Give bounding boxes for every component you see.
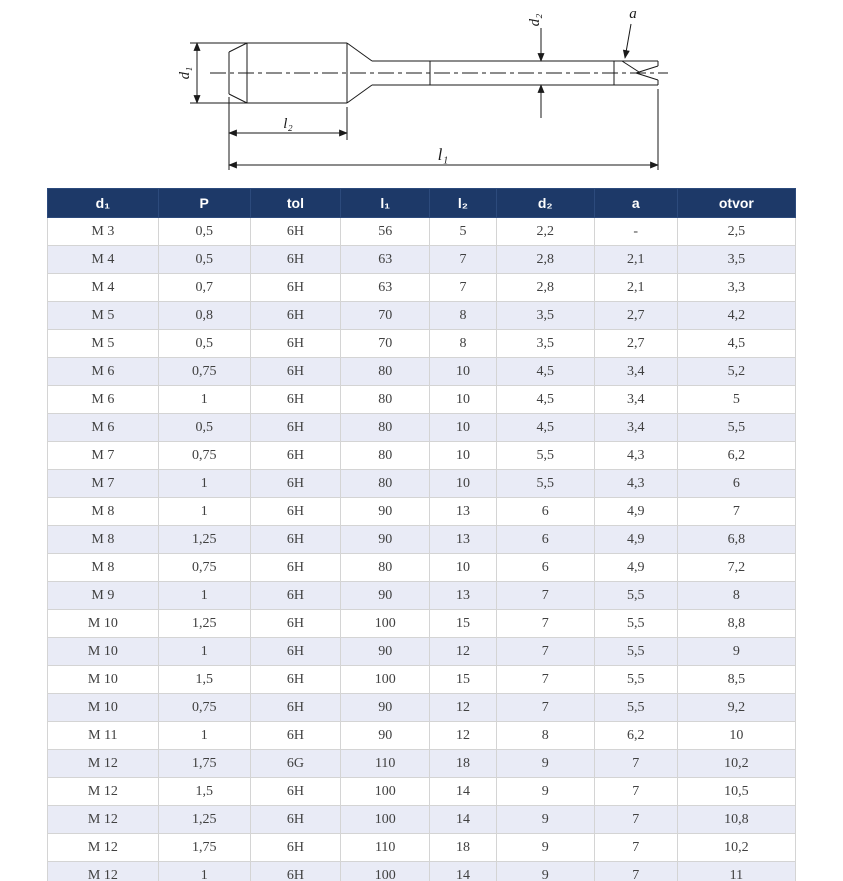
- table-cell: 0,75: [158, 694, 250, 722]
- table-cell: 100: [341, 778, 430, 806]
- table-cell: 6H: [250, 274, 341, 302]
- table-cell: 12: [430, 722, 497, 750]
- table-cell: 9: [677, 638, 795, 666]
- table-cell: M 8: [48, 498, 159, 526]
- table-cell: 6,8: [677, 526, 795, 554]
- table-cell: 5,5: [496, 442, 594, 470]
- table-cell: M 10: [48, 638, 159, 666]
- table-cell: M 10: [48, 694, 159, 722]
- table-cell: 6H: [250, 498, 341, 526]
- table-cell: 2,2: [496, 218, 594, 246]
- table-cell: 100: [341, 862, 430, 881]
- table-cell: M 5: [48, 330, 159, 358]
- header-l1: l₁: [341, 189, 430, 218]
- table-cell: M 8: [48, 554, 159, 582]
- table-cell: 7: [496, 666, 594, 694]
- table-row: [48, 218, 796, 246]
- spec-table-body: [48, 218, 796, 881]
- table-cell: 4,3: [594, 470, 677, 498]
- table-cell: 13: [430, 526, 497, 554]
- table-cell: 6H: [250, 554, 341, 582]
- table-cell: 6: [496, 526, 594, 554]
- table-header-row: [48, 189, 796, 218]
- table-cell: 7: [496, 582, 594, 610]
- table-row: [48, 442, 796, 470]
- table-row: [48, 414, 796, 442]
- table-cell: 6H: [250, 358, 341, 386]
- table-cell: M 10: [48, 610, 159, 638]
- dim-label-l2: l₂: [283, 116, 293, 132]
- dim-l2: [229, 97, 347, 170]
- table-row: [48, 666, 796, 694]
- table-cell: 63: [341, 274, 430, 302]
- table-cell: 6H: [250, 834, 341, 862]
- table-cell: 6H: [250, 386, 341, 414]
- table-cell: 5: [430, 218, 497, 246]
- table-cell: M 5: [48, 302, 159, 330]
- table-cell: 3,4: [594, 358, 677, 386]
- table-cell: 8: [496, 722, 594, 750]
- table-cell: 80: [341, 358, 430, 386]
- table-cell: 13: [430, 582, 497, 610]
- table-cell: 4,2: [677, 302, 795, 330]
- table-cell: 6H: [250, 442, 341, 470]
- table-cell: 2,8: [496, 274, 594, 302]
- table-cell: 5,5: [496, 470, 594, 498]
- table-cell: 0,75: [158, 358, 250, 386]
- table-cell: 7: [430, 274, 497, 302]
- header-tol: tol: [250, 189, 341, 218]
- table-cell: 10: [677, 722, 795, 750]
- table-cell: 14: [430, 862, 497, 881]
- table-row: [48, 554, 796, 582]
- table-cell: 3,5: [677, 246, 795, 274]
- table-cell: 4,5: [677, 330, 795, 358]
- table-cell: 100: [341, 610, 430, 638]
- table-cell: M 7: [48, 470, 159, 498]
- table-cell: 5,5: [677, 414, 795, 442]
- table-cell: 8,5: [677, 666, 795, 694]
- table-cell: 6,2: [594, 722, 677, 750]
- table-cell: 6H: [250, 862, 341, 881]
- table-cell: 1,25: [158, 610, 250, 638]
- table-cell: 0,5: [158, 246, 250, 274]
- table-cell: 3,4: [594, 414, 677, 442]
- table-cell: M 4: [48, 274, 159, 302]
- table-cell: 9: [496, 834, 594, 862]
- table-row: [48, 778, 796, 806]
- table-cell: 0,75: [158, 554, 250, 582]
- table-cell: 1: [158, 470, 250, 498]
- table-row: [48, 806, 796, 834]
- table-row: [48, 834, 796, 862]
- table-cell: 56: [341, 218, 430, 246]
- table-cell: 90: [341, 582, 430, 610]
- dim-a-leader: [625, 24, 631, 58]
- table-cell: 70: [341, 330, 430, 358]
- table-cell: 12: [430, 694, 497, 722]
- table-cell: M 12: [48, 750, 159, 778]
- table-cell: 3,4: [594, 386, 677, 414]
- table-row: [48, 862, 796, 881]
- table-cell: 3,3: [677, 274, 795, 302]
- table-cell: 9: [496, 862, 594, 881]
- table-cell: 6H: [250, 302, 341, 330]
- table-cell: 110: [341, 750, 430, 778]
- table-cell: 13: [430, 498, 497, 526]
- tap-drawing-svg: [0, 0, 843, 182]
- table-row: [48, 694, 796, 722]
- table-cell: 15: [430, 666, 497, 694]
- tap-technical-drawing: [0, 0, 843, 182]
- table-cell: 10: [430, 386, 497, 414]
- table-cell: 80: [341, 442, 430, 470]
- table-cell: 2,1: [594, 274, 677, 302]
- table-cell: 10,2: [677, 834, 795, 862]
- table-cell: 6H: [250, 638, 341, 666]
- table-cell: 0,7: [158, 274, 250, 302]
- table-cell: M 6: [48, 414, 159, 442]
- table-cell: M 6: [48, 358, 159, 386]
- table-cell: M 9: [48, 582, 159, 610]
- table-cell: 2,1: [594, 246, 677, 274]
- table-cell: 10,5: [677, 778, 795, 806]
- table-cell: 6H: [250, 470, 341, 498]
- table-cell: 5,5: [594, 582, 677, 610]
- table-cell: 1,5: [158, 778, 250, 806]
- table-cell: 8,8: [677, 610, 795, 638]
- table-cell: M 4: [48, 246, 159, 274]
- table-cell: 1,5: [158, 666, 250, 694]
- table-cell: 5,5: [594, 638, 677, 666]
- table-row: [48, 638, 796, 666]
- table-cell: 110: [341, 834, 430, 862]
- table-cell: 6H: [250, 330, 341, 358]
- table-cell: 7: [594, 834, 677, 862]
- table-row: [48, 274, 796, 302]
- dim-label-a: a: [629, 6, 637, 22]
- table-cell: 1,75: [158, 750, 250, 778]
- dim-label-l1: l₁: [437, 145, 449, 164]
- table-cell: 0,5: [158, 330, 250, 358]
- table-cell: 2,7: [594, 330, 677, 358]
- table-cell: 70: [341, 302, 430, 330]
- table-cell: 4,3: [594, 442, 677, 470]
- table-cell: 1,75: [158, 834, 250, 862]
- table-cell: 6H: [250, 694, 341, 722]
- table-cell: -: [594, 218, 677, 246]
- table-cell: 6H: [250, 414, 341, 442]
- table-cell: 90: [341, 694, 430, 722]
- table-cell: 8: [430, 330, 497, 358]
- table-cell: 6H: [250, 778, 341, 806]
- table-cell: 3,5: [496, 330, 594, 358]
- header-p: P: [158, 189, 250, 218]
- header-d2: d₂: [496, 189, 594, 218]
- table-row: [48, 750, 796, 778]
- table-cell: 1: [158, 638, 250, 666]
- table-cell: 6H: [250, 722, 341, 750]
- table-cell: 1: [158, 862, 250, 881]
- table-row: [48, 302, 796, 330]
- table-cell: 12: [430, 638, 497, 666]
- table-cell: 5,5: [594, 610, 677, 638]
- table-cell: 1: [158, 498, 250, 526]
- table-cell: 80: [341, 554, 430, 582]
- table-cell: 90: [341, 722, 430, 750]
- table-row: [48, 722, 796, 750]
- table-cell: 10: [430, 470, 497, 498]
- table-cell: M 12: [48, 806, 159, 834]
- table-cell: 5,2: [677, 358, 795, 386]
- table-cell: 6: [677, 470, 795, 498]
- table-cell: 4,9: [594, 498, 677, 526]
- table-row: [48, 358, 796, 386]
- table-cell: M 6: [48, 386, 159, 414]
- table-cell: 5,5: [594, 694, 677, 722]
- header-otvor: otvor: [677, 189, 795, 218]
- table-cell: 0,5: [158, 414, 250, 442]
- table-cell: M 12: [48, 778, 159, 806]
- table-cell: 10,8: [677, 806, 795, 834]
- table-cell: 14: [430, 806, 497, 834]
- table-cell: M 3: [48, 218, 159, 246]
- table-cell: 6,2: [677, 442, 795, 470]
- table-row: [48, 246, 796, 274]
- table-cell: 18: [430, 750, 497, 778]
- table-cell: 1: [158, 582, 250, 610]
- table-cell: 7: [677, 498, 795, 526]
- table-cell: 4,5: [496, 358, 594, 386]
- table-cell: 100: [341, 806, 430, 834]
- table-cell: 90: [341, 526, 430, 554]
- table-cell: 4,5: [496, 386, 594, 414]
- table-cell: 6H: [250, 218, 341, 246]
- table-cell: 6H: [250, 246, 341, 274]
- table-row: [48, 330, 796, 358]
- table-row: [48, 498, 796, 526]
- table-cell: 8: [430, 302, 497, 330]
- table-cell: 9: [496, 806, 594, 834]
- table-cell: 15: [430, 610, 497, 638]
- table-cell: 6G: [250, 750, 341, 778]
- table-cell: 6H: [250, 610, 341, 638]
- table-cell: 7,2: [677, 554, 795, 582]
- table-cell: 4,5: [496, 414, 594, 442]
- table-cell: 6: [496, 554, 594, 582]
- table-cell: 0,5: [158, 218, 250, 246]
- table-cell: 1,25: [158, 526, 250, 554]
- table-cell: 4,9: [594, 526, 677, 554]
- table-cell: 1: [158, 386, 250, 414]
- table-cell: 100: [341, 666, 430, 694]
- table-cell: 10,2: [677, 750, 795, 778]
- header-d1: d₁: [48, 189, 159, 218]
- table-row: [48, 582, 796, 610]
- table-row: [48, 526, 796, 554]
- table-row: [48, 386, 796, 414]
- table-cell: 1,25: [158, 806, 250, 834]
- table-cell: 80: [341, 470, 430, 498]
- table-cell: M 8: [48, 526, 159, 554]
- table-cell: 80: [341, 414, 430, 442]
- table-cell: 6H: [250, 666, 341, 694]
- table-cell: 8: [677, 582, 795, 610]
- table-cell: 7: [430, 246, 497, 274]
- table-cell: 4,9: [594, 554, 677, 582]
- table-cell: 63: [341, 246, 430, 274]
- table-cell: 2,7: [594, 302, 677, 330]
- table-cell: 7: [594, 750, 677, 778]
- header-l2: l₂: [430, 189, 497, 218]
- table-cell: 80: [341, 386, 430, 414]
- spec-table: [47, 188, 796, 881]
- table-cell: 6: [496, 498, 594, 526]
- table-cell: 1: [158, 722, 250, 750]
- table-cell: 11: [677, 862, 795, 881]
- table-cell: 9: [496, 778, 594, 806]
- table-cell: 90: [341, 638, 430, 666]
- table-cell: 9,2: [677, 694, 795, 722]
- table-cell: 14: [430, 778, 497, 806]
- table-cell: 10: [430, 554, 497, 582]
- table-cell: 6H: [250, 806, 341, 834]
- table-cell: 7: [496, 610, 594, 638]
- table-cell: 7: [496, 638, 594, 666]
- table-cell: 2,5: [677, 218, 795, 246]
- table-cell: 7: [594, 778, 677, 806]
- table-row: [48, 610, 796, 638]
- table-cell: M 12: [48, 862, 159, 881]
- table-cell: 7: [496, 694, 594, 722]
- table-cell: M 10: [48, 666, 159, 694]
- dim-label-d2: d₂: [527, 13, 543, 27]
- table-cell: M 12: [48, 834, 159, 862]
- table-cell: 3,5: [496, 302, 594, 330]
- table-cell: 0,8: [158, 302, 250, 330]
- table-row: [48, 470, 796, 498]
- table-cell: M 7: [48, 442, 159, 470]
- table-cell: M 11: [48, 722, 159, 750]
- table-cell: 7: [594, 806, 677, 834]
- table-cell: 7: [594, 862, 677, 881]
- table-cell: 5: [677, 386, 795, 414]
- table-cell: 6H: [250, 526, 341, 554]
- table-cell: 6H: [250, 582, 341, 610]
- table-cell: 2,8: [496, 246, 594, 274]
- table-cell: 9: [496, 750, 594, 778]
- table-cell: 18: [430, 834, 497, 862]
- table-cell: 10: [430, 442, 497, 470]
- header-a: a: [594, 189, 677, 218]
- table-cell: 0,75: [158, 442, 250, 470]
- table-cell: 10: [430, 414, 497, 442]
- dim-label-d1: d₁: [177, 66, 193, 80]
- table-cell: 5,5: [594, 666, 677, 694]
- table-cell: 90: [341, 498, 430, 526]
- table-cell: 10: [430, 358, 497, 386]
